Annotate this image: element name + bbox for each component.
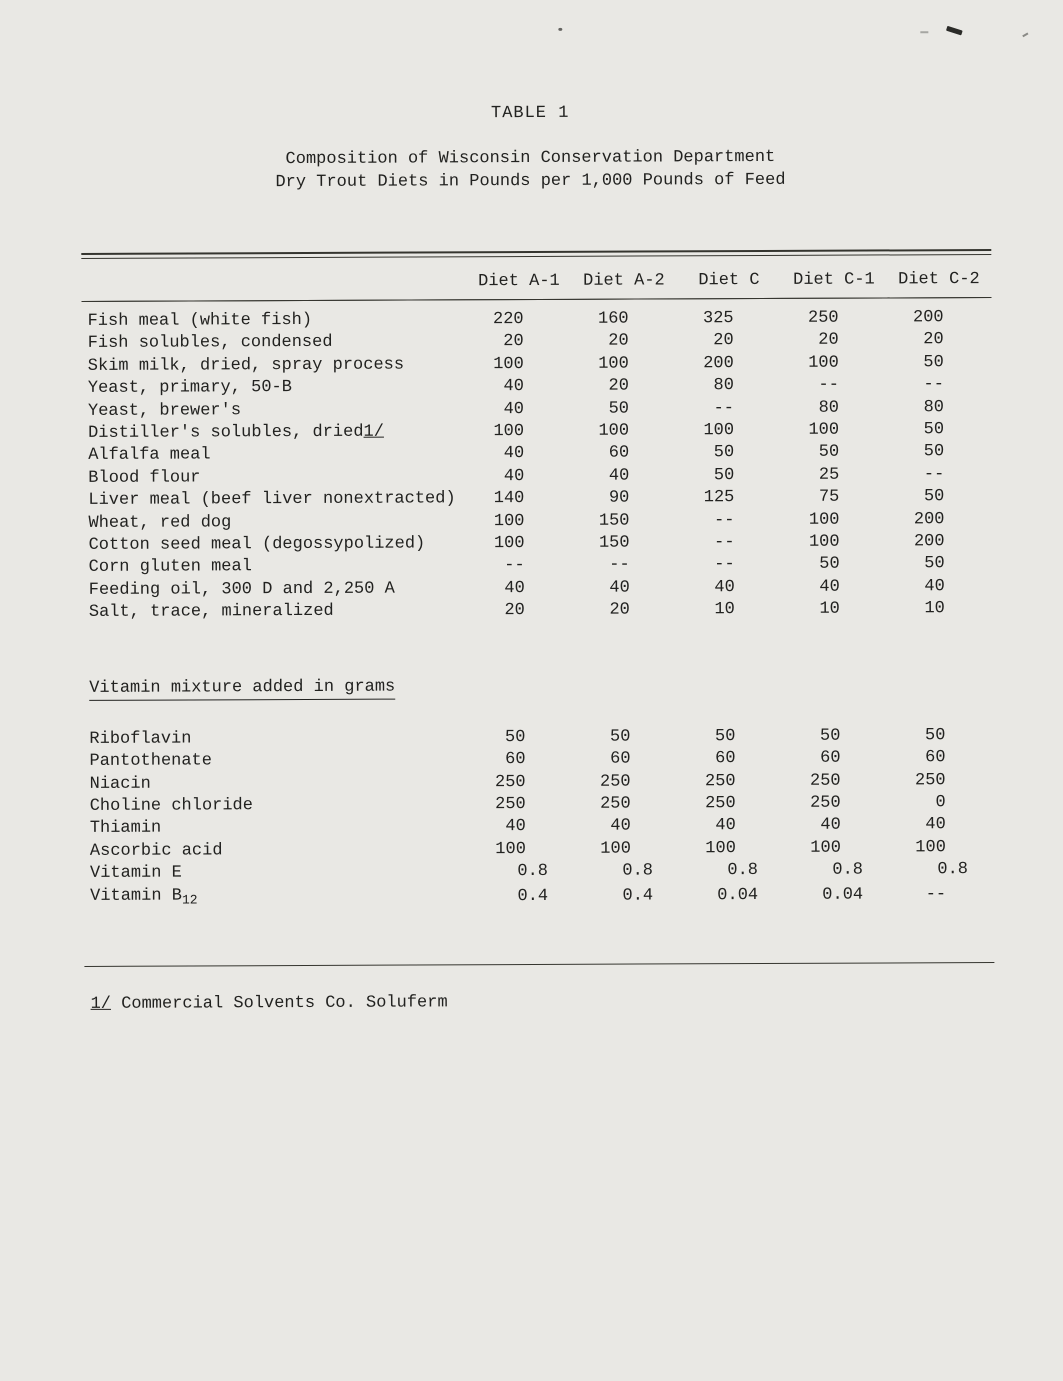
footnote-text: Commercial Solvents Co. Soluferm — [110, 993, 448, 1014]
ingredients-table — [81, 255, 993, 625]
value-cell: 0.8 — [937, 860, 969, 880]
value-cell: 100 — [493, 534, 525, 554]
table-row — [82, 297, 992, 333]
value-cell: 60 — [505, 750, 526, 770]
value-cell: 40 — [820, 815, 841, 836]
value-cell: 60 — [820, 748, 841, 768]
value-cell: 0.4 — [622, 886, 654, 906]
value-cell: 250 — [914, 770, 946, 790]
value-cell: 50 — [923, 353, 944, 373]
value-cell: 250 — [495, 794, 526, 815]
value-cell: 80 — [713, 376, 734, 396]
row-label: Vitamin $B_{12}$ — [90, 886, 198, 908]
row-label: Salt, trace, mineralized — [88, 602, 334, 623]
value-cell: 325 — [702, 309, 734, 329]
value-cell: 100 — [705, 838, 736, 858]
column-header-diet-c-2: Diet C-2 — [886, 255, 991, 298]
value-cell: 220 — [492, 310, 524, 330]
value-cell: 200 — [913, 509, 945, 529]
column-header-diet-a-2: Diet A-2 — [571, 256, 676, 299]
column-header-diet-a-1: Diet A-1 — [466, 257, 571, 300]
scan-artifact — [920, 31, 928, 33]
value-cell: 0 — [935, 793, 946, 813]
value-cell: -- — [818, 375, 839, 395]
value-cell: 60 — [925, 748, 946, 768]
row-label: Pantothenate — [89, 751, 212, 772]
row-label: Corn gluten meal — [88, 557, 252, 578]
row-label: Yeast, brewer's — [87, 400, 242, 421]
scan-artifact — [558, 28, 562, 31]
value-cell: 140 — [493, 489, 525, 509]
value-cell: 50 — [818, 443, 840, 463]
value-cell: 10 — [819, 599, 840, 620]
diet-composition-table — [81, 249, 994, 967]
value-cell: 10 — [924, 599, 945, 619]
table-header-row — [81, 255, 991, 301]
value-cell: 100 — [493, 511, 525, 531]
label-subscript: 12 — [181, 891, 198, 908]
row-label: Vitamin E — [89, 863, 182, 884]
value-cell: 100 — [808, 353, 839, 373]
value-cell: 20 — [504, 601, 525, 621]
value-cell: 50 — [819, 555, 840, 575]
value-cell: 50 — [714, 726, 736, 746]
value-cell: 0.8 — [727, 861, 759, 881]
column-header-diet-c: Diet C — [676, 256, 781, 299]
value-cell: 40 — [715, 816, 736, 836]
subtitle-line-2: Dry Trout Diets in Pounds per 1,000 Pounds of Feed — [275, 170, 786, 193]
footnote — [91, 991, 1063, 1014]
row-label: Riboflavin — [89, 729, 192, 749]
value-cell: 20 — [608, 331, 629, 352]
value-cell: -- — [713, 398, 735, 418]
value-cell: 0.4 — [517, 886, 549, 906]
row-label: Alfalfa meal — [88, 445, 211, 466]
vitamin-section-title: Vitamin mixture added in grams — [89, 677, 395, 700]
table-row — [83, 598, 993, 624]
value-cell: 40 — [819, 577, 840, 597]
value-cell: 60 — [610, 749, 631, 769]
value-cell: 50 — [819, 726, 841, 746]
value-cell: 40 — [925, 815, 946, 835]
footnote-marker: 1/ — [90, 994, 112, 1014]
value-cell: 100 — [600, 839, 631, 859]
row-label: Liver meal (beef liver nonextracted) — [88, 489, 456, 511]
value-cell: 250 — [807, 308, 839, 328]
row-label: Fish meal (white fish) — [87, 310, 313, 331]
value-cell: 40 — [503, 399, 525, 419]
value-cell: 40 — [609, 578, 630, 598]
value-cell: 100 — [598, 421, 630, 441]
value-cell: 100 — [598, 354, 629, 374]
value-cell: -- — [923, 375, 944, 395]
value-cell: 75 — [818, 487, 840, 507]
table-subtitle — [0, 145, 1062, 196]
value-cell: 20 — [818, 331, 839, 351]
row-label: Distiller's solubles, dried1/ — [88, 422, 384, 443]
value-cell: 40 — [924, 577, 945, 597]
value-cell: -- — [925, 884, 947, 904]
value-cell: 100 — [493, 354, 524, 374]
value-cell: 160 — [597, 309, 629, 329]
value-cell: 60 — [715, 749, 736, 769]
value-cell: 100 — [808, 510, 840, 530]
value-cell: 20 — [503, 332, 524, 352]
value-cell: 80 — [923, 397, 945, 417]
value-cell: -- — [609, 556, 630, 576]
row-label: Cotton seed meal (degossypolized) — [88, 534, 426, 555]
value-cell: 40 — [610, 816, 631, 836]
value-cell: 20 — [923, 330, 944, 350]
ingredient-column-spacer — [81, 257, 466, 301]
value-cell: 100 — [703, 421, 735, 441]
value-cell: -- — [714, 510, 735, 530]
value-cell: 100 — [495, 839, 526, 859]
row-label: Blood flour — [88, 468, 201, 488]
subtitle-line-1: Composition of Wisconsin Conservation Department — [285, 147, 776, 170]
table-row — [83, 716, 993, 751]
value-cell: 250 — [809, 771, 841, 791]
value-cell: 0.8 — [622, 861, 654, 881]
value-cell: -- — [714, 555, 735, 575]
footnote-reference: 1/ — [363, 422, 384, 442]
value-cell: 250 — [599, 772, 631, 792]
value-cell: 50 — [713, 465, 735, 486]
value-cell: 0.04 — [822, 885, 864, 905]
value-cell: -- — [504, 556, 525, 576]
table-row — [84, 859, 994, 885]
value-cell: 250 — [704, 771, 736, 791]
value-cell: 50 — [923, 487, 945, 507]
column-header-diet-c-1: Diet C-1 — [781, 255, 886, 298]
value-cell: 40 — [503, 466, 525, 486]
value-cell: 50 — [608, 399, 630, 419]
value-cell: 50 — [609, 727, 631, 747]
value-cell: 250 — [600, 794, 631, 814]
value-cell: 250 — [705, 794, 736, 814]
value-cell: 80 — [818, 398, 840, 418]
value-cell: 20 — [608, 376, 629, 396]
value-cell: 40 — [503, 444, 525, 464]
row-label: Thiamin — [89, 818, 162, 839]
value-cell: 40 — [505, 817, 526, 837]
row-label: Skim milk, dried, spray process — [87, 355, 405, 376]
value-cell: 10 — [714, 600, 735, 620]
value-cell: 20 — [609, 600, 630, 620]
row-label: Yeast, primary, 50-B — [87, 378, 292, 399]
value-cell: 100 — [810, 838, 841, 858]
value-cell: 0.8 — [832, 860, 864, 880]
row-label: Ascorbic acid — [89, 841, 223, 861]
vitamins-table — [83, 716, 994, 912]
row-label: Wheat, red dog — [88, 512, 232, 533]
value-cell: 0.8 — [517, 862, 549, 882]
value-cell: 100 — [808, 532, 840, 552]
value-cell: 200 — [912, 308, 944, 328]
table-bottom-rule — [84, 962, 994, 967]
vitamin-section-heading — [89, 675, 993, 698]
row-label: Feeding oil, 300 D and 2,250 A — [88, 579, 395, 600]
value-cell: 150 — [598, 511, 630, 531]
value-cell: 50 — [923, 442, 945, 462]
value-cell: 40 — [504, 578, 525, 598]
table-label: TABLE 1 — [490, 103, 570, 124]
value-cell: 0.04 — [717, 885, 759, 905]
value-cell: 150 — [598, 533, 630, 553]
table-row — [84, 882, 994, 912]
row-label: Choline chloride — [89, 796, 253, 816]
value-cell: 90 — [608, 488, 630, 508]
value-cell: 250 — [494, 772, 526, 792]
value-cell: -- — [923, 465, 945, 485]
row-label: Fish solubles, condensed — [87, 333, 333, 354]
row-label: Niacin — [89, 774, 151, 794]
value-cell: -- — [714, 533, 735, 553]
value-cell: 50 — [713, 443, 735, 463]
value-cell: 50 — [924, 554, 945, 574]
value-cell: 40 — [714, 577, 735, 598]
value-cell: 100 — [493, 422, 525, 442]
value-cell: 250 — [810, 793, 841, 813]
value-cell: 125 — [703, 488, 735, 508]
value-cell: 50 — [923, 420, 945, 440]
value-cell: 200 — [703, 353, 734, 374]
value-cell: 25 — [818, 465, 840, 485]
value-cell: 100 — [808, 420, 840, 440]
value-cell: 50 — [924, 725, 946, 745]
value-cell: 200 — [913, 532, 945, 552]
value-cell: 20 — [713, 331, 734, 351]
value-cell: 40 — [503, 377, 524, 397]
value-cell: 40 — [608, 466, 630, 486]
value-cell: 100 — [915, 837, 946, 858]
value-cell: 60 — [608, 444, 630, 464]
value-cell: 50 — [504, 727, 526, 747]
